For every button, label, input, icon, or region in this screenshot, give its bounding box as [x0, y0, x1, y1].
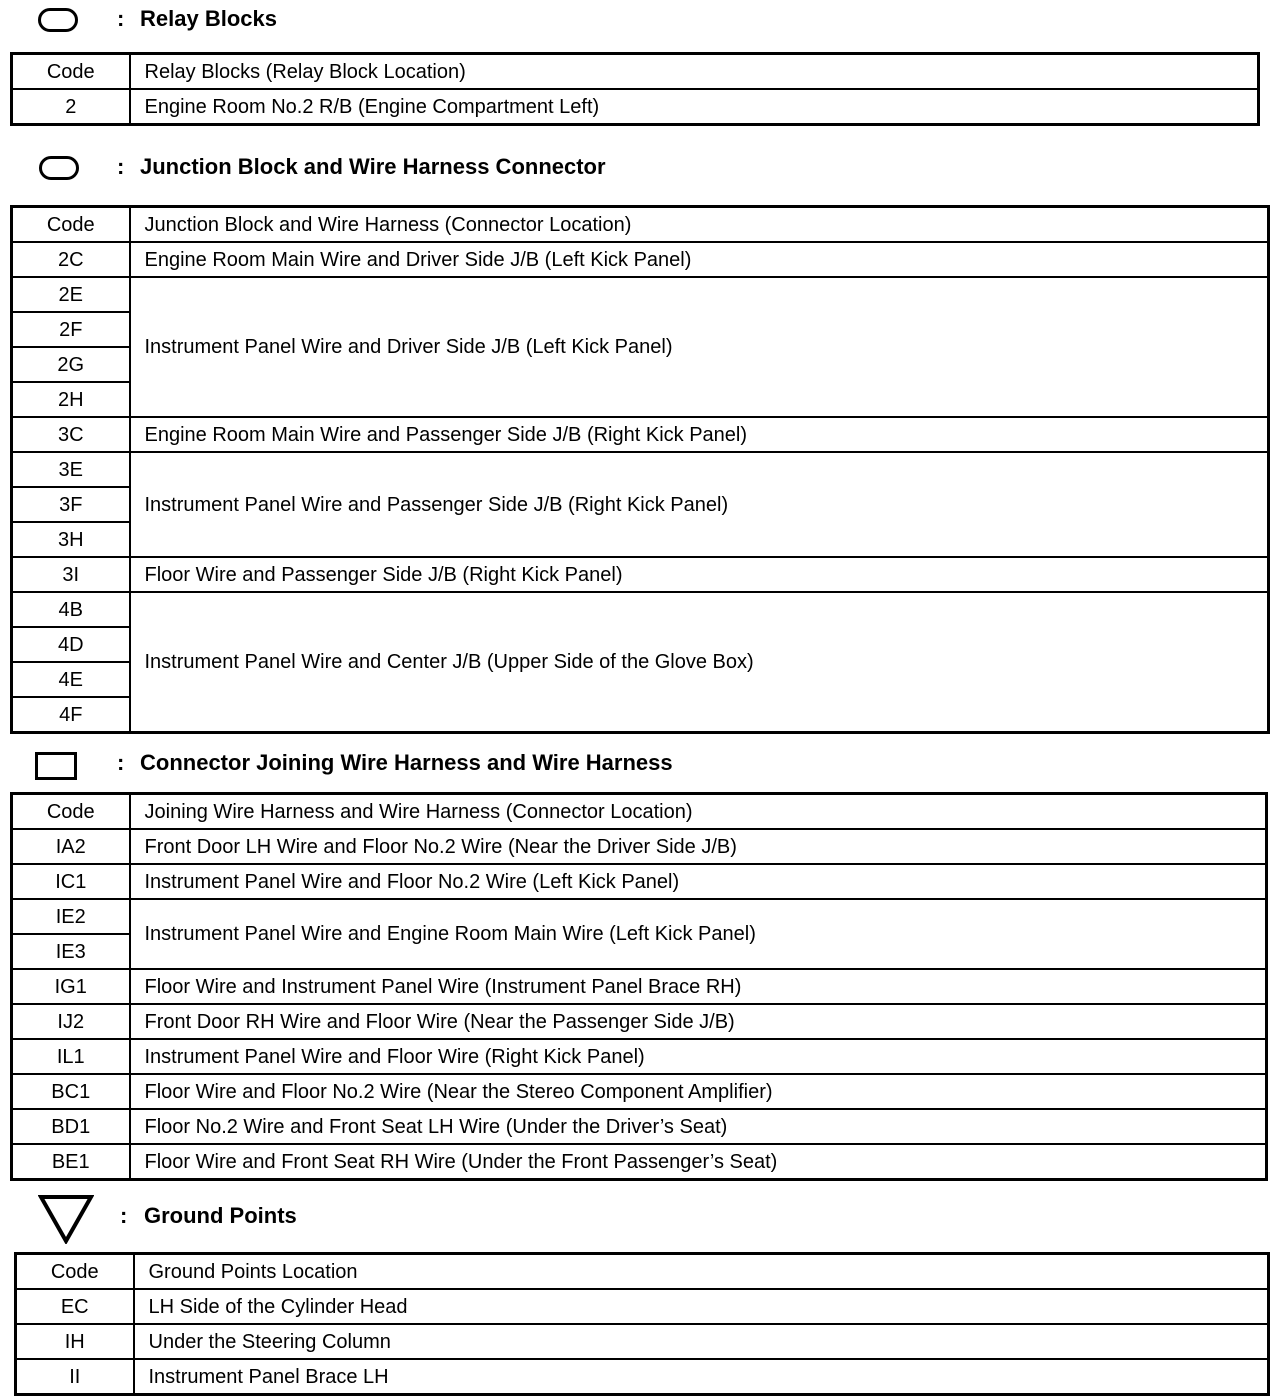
- table-row: [12, 1144, 1267, 1180]
- code-cell: 3C: [12, 417, 130, 452]
- code-cell: IE2: [12, 899, 130, 934]
- code-cell: EC: [16, 1289, 134, 1324]
- heading-colon: :: [117, 750, 125, 775]
- table-header-row: [12, 54, 1259, 90]
- ground-point-triangle-icon: [38, 1194, 94, 1244]
- location-cell: Engine Room Main Wire and Passenger Side J/B (Right Kick Panel): [130, 417, 1269, 452]
- code-cell: II: [16, 1359, 134, 1395]
- code-cell: 3H: [12, 522, 130, 557]
- code-cell: IL1: [12, 1039, 130, 1074]
- table-row: [12, 277, 1269, 312]
- table-row: [12, 557, 1269, 592]
- location-cell: LH Side of the Cylinder Head: [134, 1289, 1269, 1324]
- location-cell: Instrument Panel Wire and Engine Room Main Wire (Left Kick Panel): [130, 899, 1267, 969]
- section-heading-relay-blocks: [0, 0, 1280, 40]
- section-title: Junction Block and Wire Harness Connector: [140, 154, 606, 179]
- location-cell: Instrument Panel Wire and Floor Wire (Right Kick Panel): [130, 1039, 1267, 1074]
- location-cell: Floor Wire and Floor No.2 Wire (Near the Stereo Component Amplifier): [130, 1074, 1267, 1109]
- location-cell: Instrument Panel Wire and Floor No.2 Wire (Left Kick Panel): [130, 864, 1267, 899]
- table-row: [12, 1074, 1267, 1109]
- table-row: [16, 1324, 1269, 1359]
- location-cell: Floor Wire and Instrument Panel Wire (Instrument Panel Brace RH): [130, 969, 1267, 1004]
- table-row: [12, 1039, 1267, 1074]
- header-description: Junction Block and Wire Harness (Connector Location): [130, 207, 1269, 243]
- location-cell: Front Door RH Wire and Floor Wire (Near the Passenger Side J/B): [130, 1004, 1267, 1039]
- header-code: Code: [16, 1254, 134, 1290]
- code-cell: 4E: [12, 662, 130, 697]
- table-row: [12, 829, 1267, 864]
- code-cell: 2E: [12, 277, 130, 312]
- table-row: [12, 592, 1269, 627]
- code-cell: 4F: [12, 697, 130, 733]
- code-cell: BC1: [12, 1074, 130, 1109]
- section-heading-junction-block: [0, 150, 1280, 190]
- table-row: [12, 864, 1267, 899]
- location-cell: Floor Wire and Front Seat RH Wire (Under the Front Passenger’s Seat): [130, 1144, 1267, 1180]
- code-cell: IH: [16, 1324, 134, 1359]
- code-cell: 4D: [12, 627, 130, 662]
- code-cell: IA2: [12, 829, 130, 864]
- table-row: [12, 417, 1269, 452]
- ground-points-table: [14, 1252, 1270, 1396]
- code-cell: 3F: [12, 487, 130, 522]
- code-cell: 2H: [12, 382, 130, 417]
- code-cell: 2G: [12, 347, 130, 382]
- location-cell: Instrument Panel Wire and Driver Side J/B (Left Kick Panel): [130, 277, 1269, 417]
- header-code: Code: [12, 54, 130, 90]
- header-description: Ground Points Location: [134, 1254, 1269, 1290]
- table-row: [16, 1359, 1269, 1395]
- section-title: Relay Blocks: [140, 6, 277, 31]
- header-code: Code: [12, 207, 130, 243]
- code-cell: IE3: [12, 934, 130, 969]
- header-description: Joining Wire Harness and Wire Harness (Connector Location): [130, 794, 1267, 830]
- connector-symbol-icon: [35, 752, 77, 780]
- table-row: [12, 242, 1269, 277]
- location-cell: Floor Wire and Passenger Side J/B (Right Kick Panel): [130, 557, 1269, 592]
- location-cell: Instrument Panel Wire and Center J/B (Upper Side of the Glove Box): [130, 592, 1269, 733]
- code-cell: 2F: [12, 312, 130, 347]
- junction-block-symbol-icon: [39, 156, 79, 180]
- table-header-row: [12, 794, 1267, 830]
- location-cell: Instrument Panel Brace LH: [134, 1359, 1269, 1395]
- code-cell: BD1: [12, 1109, 130, 1144]
- header-description: Relay Blocks (Relay Block Location): [130, 54, 1259, 90]
- table-header-row: [16, 1254, 1269, 1290]
- code-cell: IC1: [12, 864, 130, 899]
- junction-block-table: [10, 205, 1270, 734]
- section-title: Ground Points: [144, 1203, 297, 1228]
- location-cell: Instrument Panel Wire and Passenger Side J/B (Right Kick Panel): [130, 452, 1269, 557]
- table-row: [12, 969, 1267, 1004]
- code-cell: 2: [12, 89, 130, 125]
- section-title: Connector Joining Wire Harness and Wire Harness: [140, 750, 673, 775]
- code-cell: BE1: [12, 1144, 130, 1180]
- section-heading-connector-joining: [0, 748, 1280, 788]
- table-row: [12, 1109, 1267, 1144]
- table-row: [12, 1004, 1267, 1039]
- table-header-row: [12, 207, 1269, 243]
- relay-block-symbol-icon: [38, 8, 78, 32]
- table-row: [16, 1289, 1269, 1324]
- relay-blocks-table: [10, 52, 1260, 126]
- code-cell: 3E: [12, 452, 130, 487]
- location-cell: Under the Steering Column: [134, 1324, 1269, 1359]
- code-cell: 3I: [12, 557, 130, 592]
- location-cell: Engine Room No.2 R/B (Engine Compartment Left): [130, 89, 1259, 125]
- heading-colon: :: [117, 154, 125, 179]
- code-cell: 2C: [12, 242, 130, 277]
- heading-colon: :: [120, 1203, 128, 1228]
- connector-table: [10, 792, 1268, 1181]
- code-cell: 4B: [12, 592, 130, 627]
- table-row: [12, 899, 1267, 934]
- location-cell: Front Door LH Wire and Floor No.2 Wire (Near the Driver Side J/B): [130, 829, 1267, 864]
- location-cell: Engine Room Main Wire and Driver Side J/B (Left Kick Panel): [130, 242, 1269, 277]
- section-heading-ground-points: [0, 1192, 1280, 1232]
- heading-colon: :: [117, 6, 125, 31]
- header-code: Code: [12, 794, 130, 830]
- location-cell: Floor No.2 Wire and Front Seat LH Wire (Under the Driver’s Seat): [130, 1109, 1267, 1144]
- code-cell: IG1: [12, 969, 130, 1004]
- code-cell: IJ2: [12, 1004, 130, 1039]
- table-row: [12, 89, 1259, 125]
- table-row: [12, 452, 1269, 487]
